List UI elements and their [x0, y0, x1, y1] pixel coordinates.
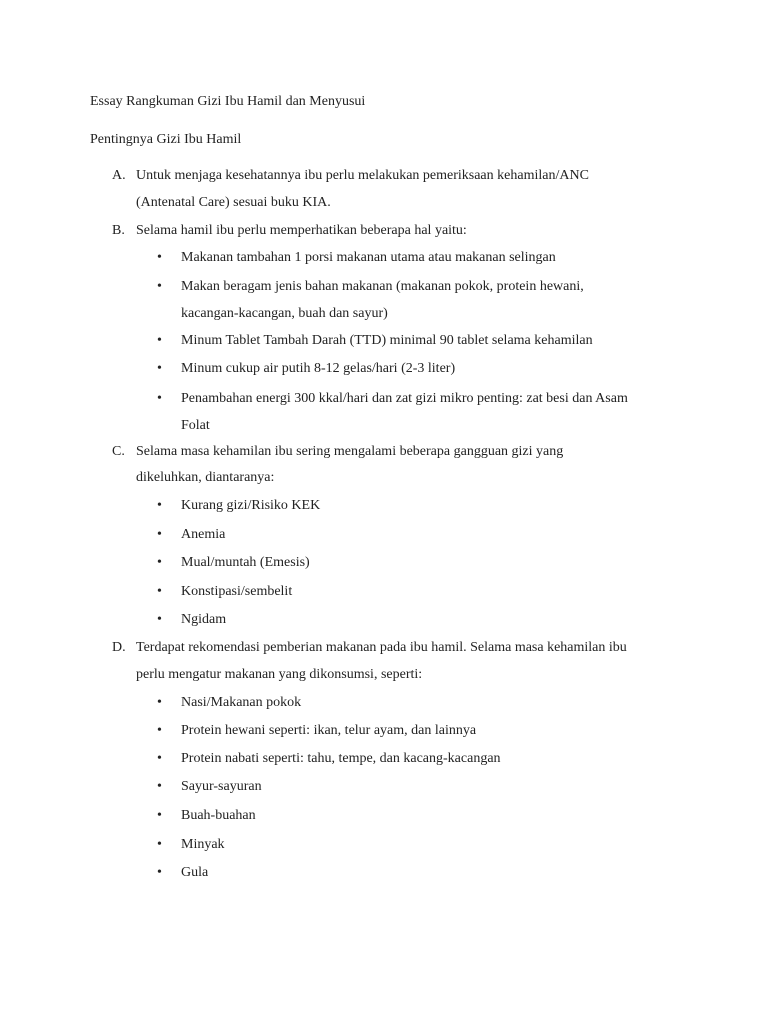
- bullet-dot-icon: •: [157, 391, 162, 406]
- bullet-dot-icon: •: [157, 612, 162, 627]
- bullet-dot-icon: •: [157, 837, 162, 852]
- bullet-item-text: Minyak: [181, 837, 225, 852]
- bullet-item-text: Penambahan energi 300 kkal/hari dan zat gizi mikro penting: zat besi dan Asam: [181, 391, 628, 406]
- list-item-text: perlu mengatur makanan yang dikonsumsi, seperti:: [136, 667, 423, 682]
- list-item-letter: B.: [112, 223, 125, 238]
- bullet-item-text: Sayur-sayuran: [181, 779, 262, 794]
- bullet-dot-icon: •: [157, 695, 162, 710]
- list-item-letter: C.: [112, 444, 125, 459]
- bullet-item-text: Minum cukup air putih 8-12 gelas/hari (2-3 liter): [181, 361, 456, 376]
- bullet-dot-icon: •: [157, 250, 162, 265]
- list-item-text: Untuk menjaga kesehatannya ibu perlu melakukan pemeriksaan kehamilan/ANC: [136, 168, 589, 183]
- bullet-dot-icon: •: [157, 555, 162, 570]
- bullet-item-text: Mual/muntah (Emesis): [181, 555, 310, 570]
- bullet-dot-icon: •: [157, 779, 162, 794]
- list-item-text: dikeluhkan, diantaranya:: [136, 470, 275, 485]
- bullet-item-text: Protein hewani seperti: ikan, telur ayam, dan lainnya: [181, 723, 477, 738]
- bullet-dot-icon: •: [157, 865, 162, 880]
- bullet-item-text: Folat: [181, 418, 210, 433]
- list-item-text: Selama masa kehamilan ibu sering mengalami beberapa gangguan gizi yang: [136, 444, 564, 459]
- bullet-item-text: Makan beragam jenis bahan makanan (makanan pokok, protein hewani,: [181, 279, 584, 294]
- list-item-text: (Antenatal Care) sesuai buku KIA.: [136, 195, 331, 210]
- bullet-item-text: Buah-buahan: [181, 808, 256, 823]
- bullet-item-text: Protein nabati seperti: tahu, tempe, dan kacang-kacangan: [181, 751, 501, 766]
- bullet-item-text: Makanan tambahan 1 porsi makanan utama atau makanan selingan: [181, 250, 556, 265]
- list-item-text: Terdapat rekomendasi pemberian makanan pada ibu hamil. Selama masa kehamilan ibu: [136, 640, 627, 655]
- bullet-item-text: Konstipasi/sembelit: [181, 584, 293, 599]
- bullet-dot-icon: •: [157, 498, 162, 513]
- bullet-item-text: kacangan-kacangan, buah dan sayur): [181, 306, 388, 321]
- bullet-item-text: Anemia: [181, 527, 226, 542]
- bullet-dot-icon: •: [157, 333, 162, 348]
- list-item-letter: A.: [112, 168, 126, 183]
- section-title: Pentingnya Gizi Ibu Hamil: [90, 132, 242, 147]
- list-item-letter: D.: [112, 640, 126, 655]
- bullet-item-text: Gula: [181, 865, 209, 880]
- bullet-dot-icon: •: [157, 723, 162, 738]
- bullet-item-text: Minum Tablet Tambah Darah (TTD) minimal 90 tablet selama kehamilan: [181, 333, 593, 348]
- bullet-dot-icon: •: [157, 808, 162, 823]
- document-title: Essay Rangkuman Gizi Ibu Hamil dan Menyusui: [90, 94, 366, 109]
- bullet-dot-icon: •: [157, 751, 162, 766]
- list-item-text: Selama hamil ibu perlu memperhatikan beberapa hal yaitu:: [136, 223, 467, 238]
- bullet-item-text: Ngidam: [181, 612, 227, 627]
- bullet-dot-icon: •: [157, 584, 162, 599]
- bullet-dot-icon: •: [157, 279, 162, 294]
- bullet-dot-icon: •: [157, 361, 162, 376]
- bullet-dot-icon: •: [157, 527, 162, 542]
- bullet-item-text: Kurang gizi/Risiko KEK: [181, 498, 321, 513]
- bullet-item-text: Nasi/Makanan pokok: [181, 695, 302, 710]
